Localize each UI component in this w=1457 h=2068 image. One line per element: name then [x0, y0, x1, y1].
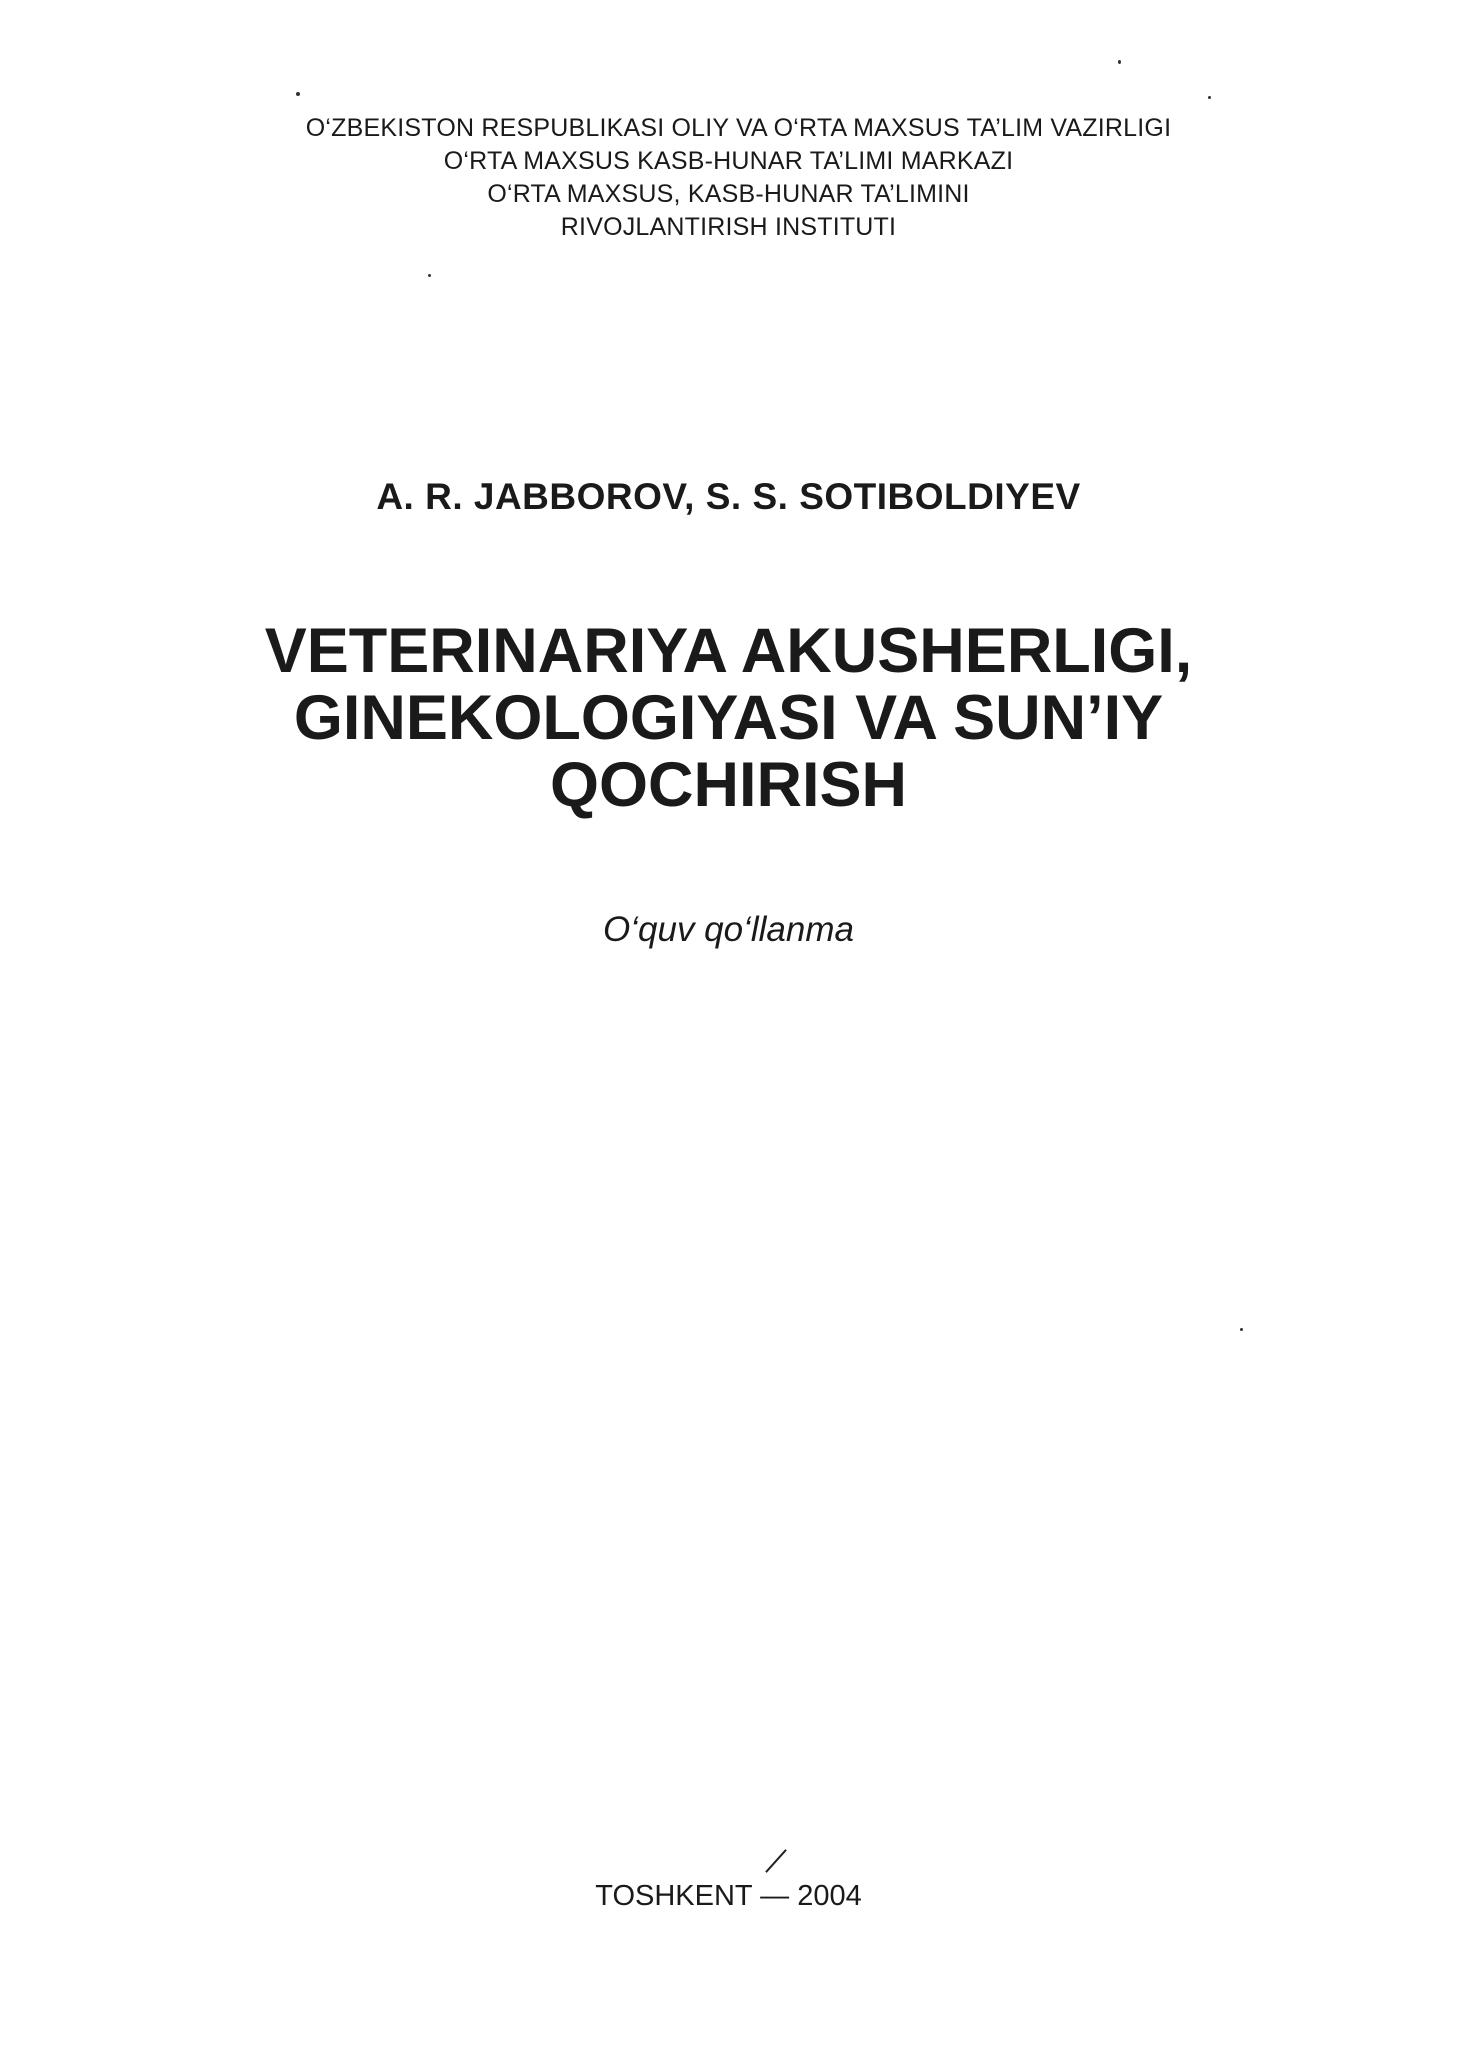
- ministry-header: [0, 112, 1457, 244]
- title-line-3: QOCHIRISH: [549, 750, 908, 820]
- imprint: TOSHKENT — 2004: [595, 1880, 862, 1912]
- authors: A. R. JABBOROV, S. S. SOTIBOLDIYEV: [376, 476, 1081, 517]
- scan-speck: [1118, 60, 1121, 64]
- header-line-4: RIVOJLANTIRISH INSTITUTI: [560, 213, 897, 241]
- book-title: [0, 618, 1457, 819]
- header-line-1: O‘ZBEKISTON RESPUBLIKASI OLIY VA O‘RTA MAXSUS TA’LIM VAZIRLIGI: [305, 114, 1172, 142]
- scan-speck: [1208, 96, 1211, 99]
- header-line-2: O‘RTA MAXSUS KASB-HUNAR TA’LIMI MARKAZI: [443, 147, 1014, 175]
- scan-speck: [296, 92, 300, 96]
- scan-speck: [1240, 1328, 1243, 1331]
- header-line-3: O‘RTA MAXSUS, KASB-HUNAR TA’LIMINI: [487, 180, 970, 208]
- title-line-1: VETERINARIYA AKUSHERLIGI,: [264, 616, 1193, 686]
- title-line-2: GINEKOLOGIYASI VA SUN’IY: [293, 683, 1164, 753]
- pen-mark: [765, 1849, 787, 1873]
- book-subtitle: O‘quv qo‘llanma: [603, 910, 854, 949]
- scan-speck: [428, 274, 431, 277]
